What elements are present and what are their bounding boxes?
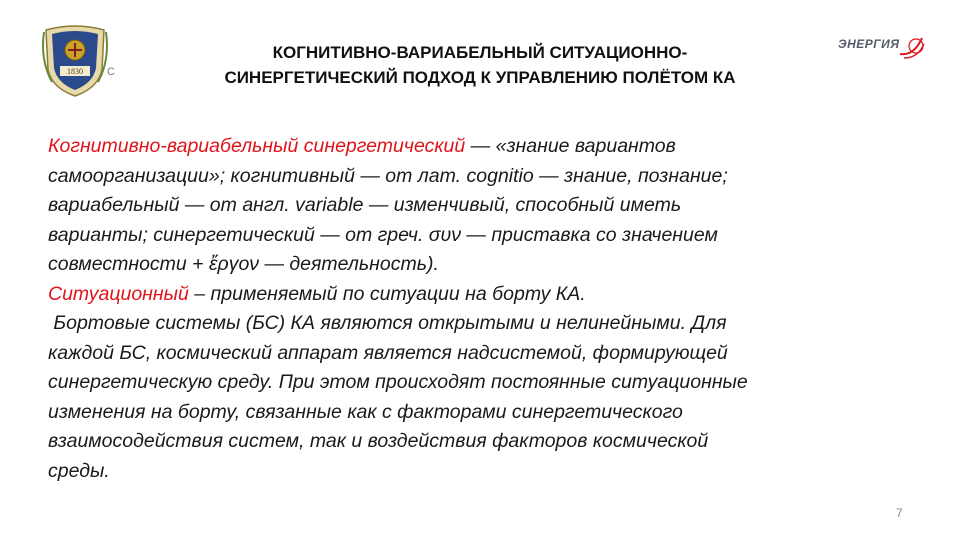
- body-line: варианты; синергетический — от греч. συν — приставка со значением: [48, 223, 718, 246]
- body-line: Бортовые системы (БС) КА являются открытыми и нелинейными. Для: [48, 312, 727, 334]
- body-line: вариабельный — от англ. variable — изменчивый, способный иметь: [48, 194, 682, 216]
- title-line-1: КОГНИТИВНО-ВАРИАБЕЛЬНЫЙ СИТУАЦИОННО-: [272, 43, 688, 62]
- body-text: [48, 132, 928, 486]
- title-line-2: СИНЕРГЕТИЧЕСКИЙ ПОДХОД К УПРАВЛЕНИЮ ПОЛЁТОМ КА: [224, 68, 736, 87]
- body-line-text: — «знание вариантов: [465, 135, 676, 157]
- term-situational: Ситуационный: [48, 282, 189, 305]
- body-line: взаимосодействия систем, так и воздействия факторов космической: [48, 430, 709, 452]
- body-line: изменения на борту, связанные как с факторами синергетического: [48, 400, 683, 423]
- body-line-text: – применяемый по ситуации на борту КА.: [188, 282, 586, 305]
- body-line: [48, 280, 928, 310]
- body-line: синергетическую среду. При этом происходят постоянные ситуационные: [48, 371, 748, 393]
- university-crest-logo: [38, 20, 112, 98]
- page-number: 7: [896, 506, 903, 520]
- body-line: среды.: [48, 459, 110, 482]
- term-cognitive-variable: Когнитивно-вариабельный синергетический: [48, 135, 466, 157]
- slide-title: [150, 40, 810, 90]
- energia-logo-text: ЭНЕРГИЯ: [838, 37, 900, 51]
- body-line: самоорганизации»; когнитивный — от лат. cognitio — знание, познание;: [48, 164, 728, 187]
- body-line: [48, 132, 928, 162]
- logo-letter: С: [107, 66, 115, 78]
- body-line: совместности + ἔργον — деятельность).: [48, 253, 439, 275]
- body-line: каждой БС, космический аппарат является надсистемой, формирующей: [48, 341, 728, 364]
- svg-text:1830: 1830: [67, 67, 83, 76]
